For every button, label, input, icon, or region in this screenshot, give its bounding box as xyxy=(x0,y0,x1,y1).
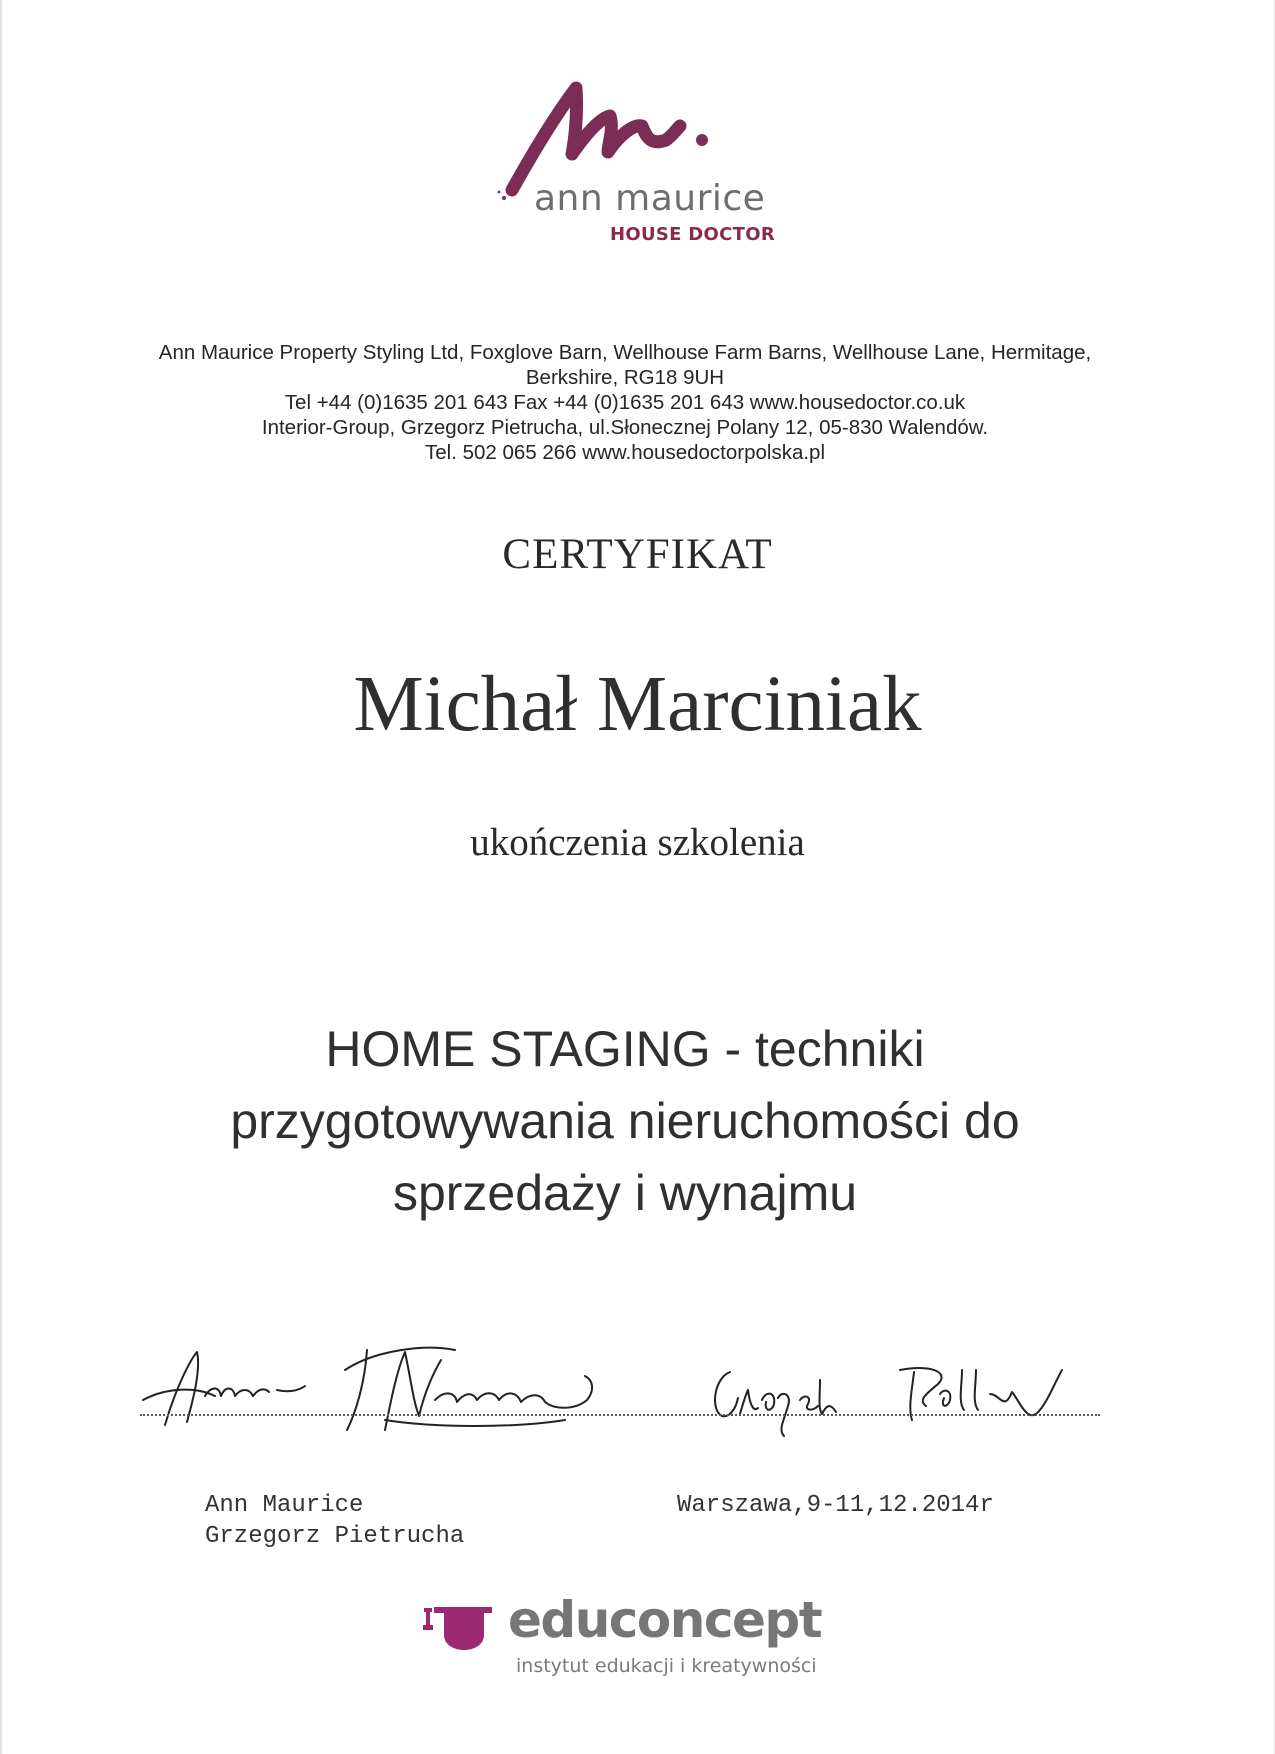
address-line: Interior-Group, Grzegorz Pietrucha, ul.Słonecznej Polany 12, 05-830 Walendów. xyxy=(261,416,989,439)
signer-name: Ann Maurice xyxy=(205,1492,364,1519)
logo-brand-name: ann maurice xyxy=(534,178,766,219)
address-line: Ann Maurice Property Styling Ltd, Foxglove Barn, Wellhouse Farm Barns, Wellhouse Lane, Hermitage, xyxy=(158,341,1092,364)
place-and-date: Warszawa,9-11,12.2014r xyxy=(677,1492,994,1519)
educoncept-tagline: instytut edukacji i kreatywności xyxy=(516,1655,817,1677)
recipient-name: Michał Marciniak xyxy=(353,661,922,748)
signer-name: Grzegorz Pietrucha xyxy=(205,1523,465,1550)
address-line: Tel. 502 065 266 www.housedoctorpolska.pl xyxy=(424,441,825,464)
company-address-block xyxy=(60,340,1190,465)
grzegorz-pietrucha-signature xyxy=(700,1350,1130,1440)
course-title-line: HOME STAGING - techniki xyxy=(325,1021,925,1077)
signers-block xyxy=(205,1490,464,1552)
graduation-cap-icon xyxy=(420,1599,500,1661)
educoncept-logo xyxy=(420,1591,840,1685)
course-title-line: sprzedaży i wynajmu xyxy=(392,1165,858,1221)
certificate-title: CERTYFIKAT xyxy=(502,531,773,578)
course-title xyxy=(100,1013,1150,1229)
signature-line xyxy=(140,1414,1100,1416)
completion-text: ukończenia szkolenia xyxy=(470,821,805,864)
educoncept-brand-name: educoncept xyxy=(508,1591,822,1649)
logo-brand-subtitle: HOUSE DOCTOR xyxy=(610,224,776,245)
ann-maurice-logo xyxy=(490,78,776,248)
address-line: Tel +44 (0)1635 201 643 Fax +44 (0)1635 201 643 www.housedoctor.co.uk xyxy=(284,391,966,414)
ann-maurice-signature xyxy=(135,1330,615,1440)
scan-edge-left xyxy=(0,0,3,1754)
course-title-line: przygotowywania nieruchomości do xyxy=(230,1093,1020,1149)
address-line: Berkshire, RG18 9UH xyxy=(525,366,725,389)
